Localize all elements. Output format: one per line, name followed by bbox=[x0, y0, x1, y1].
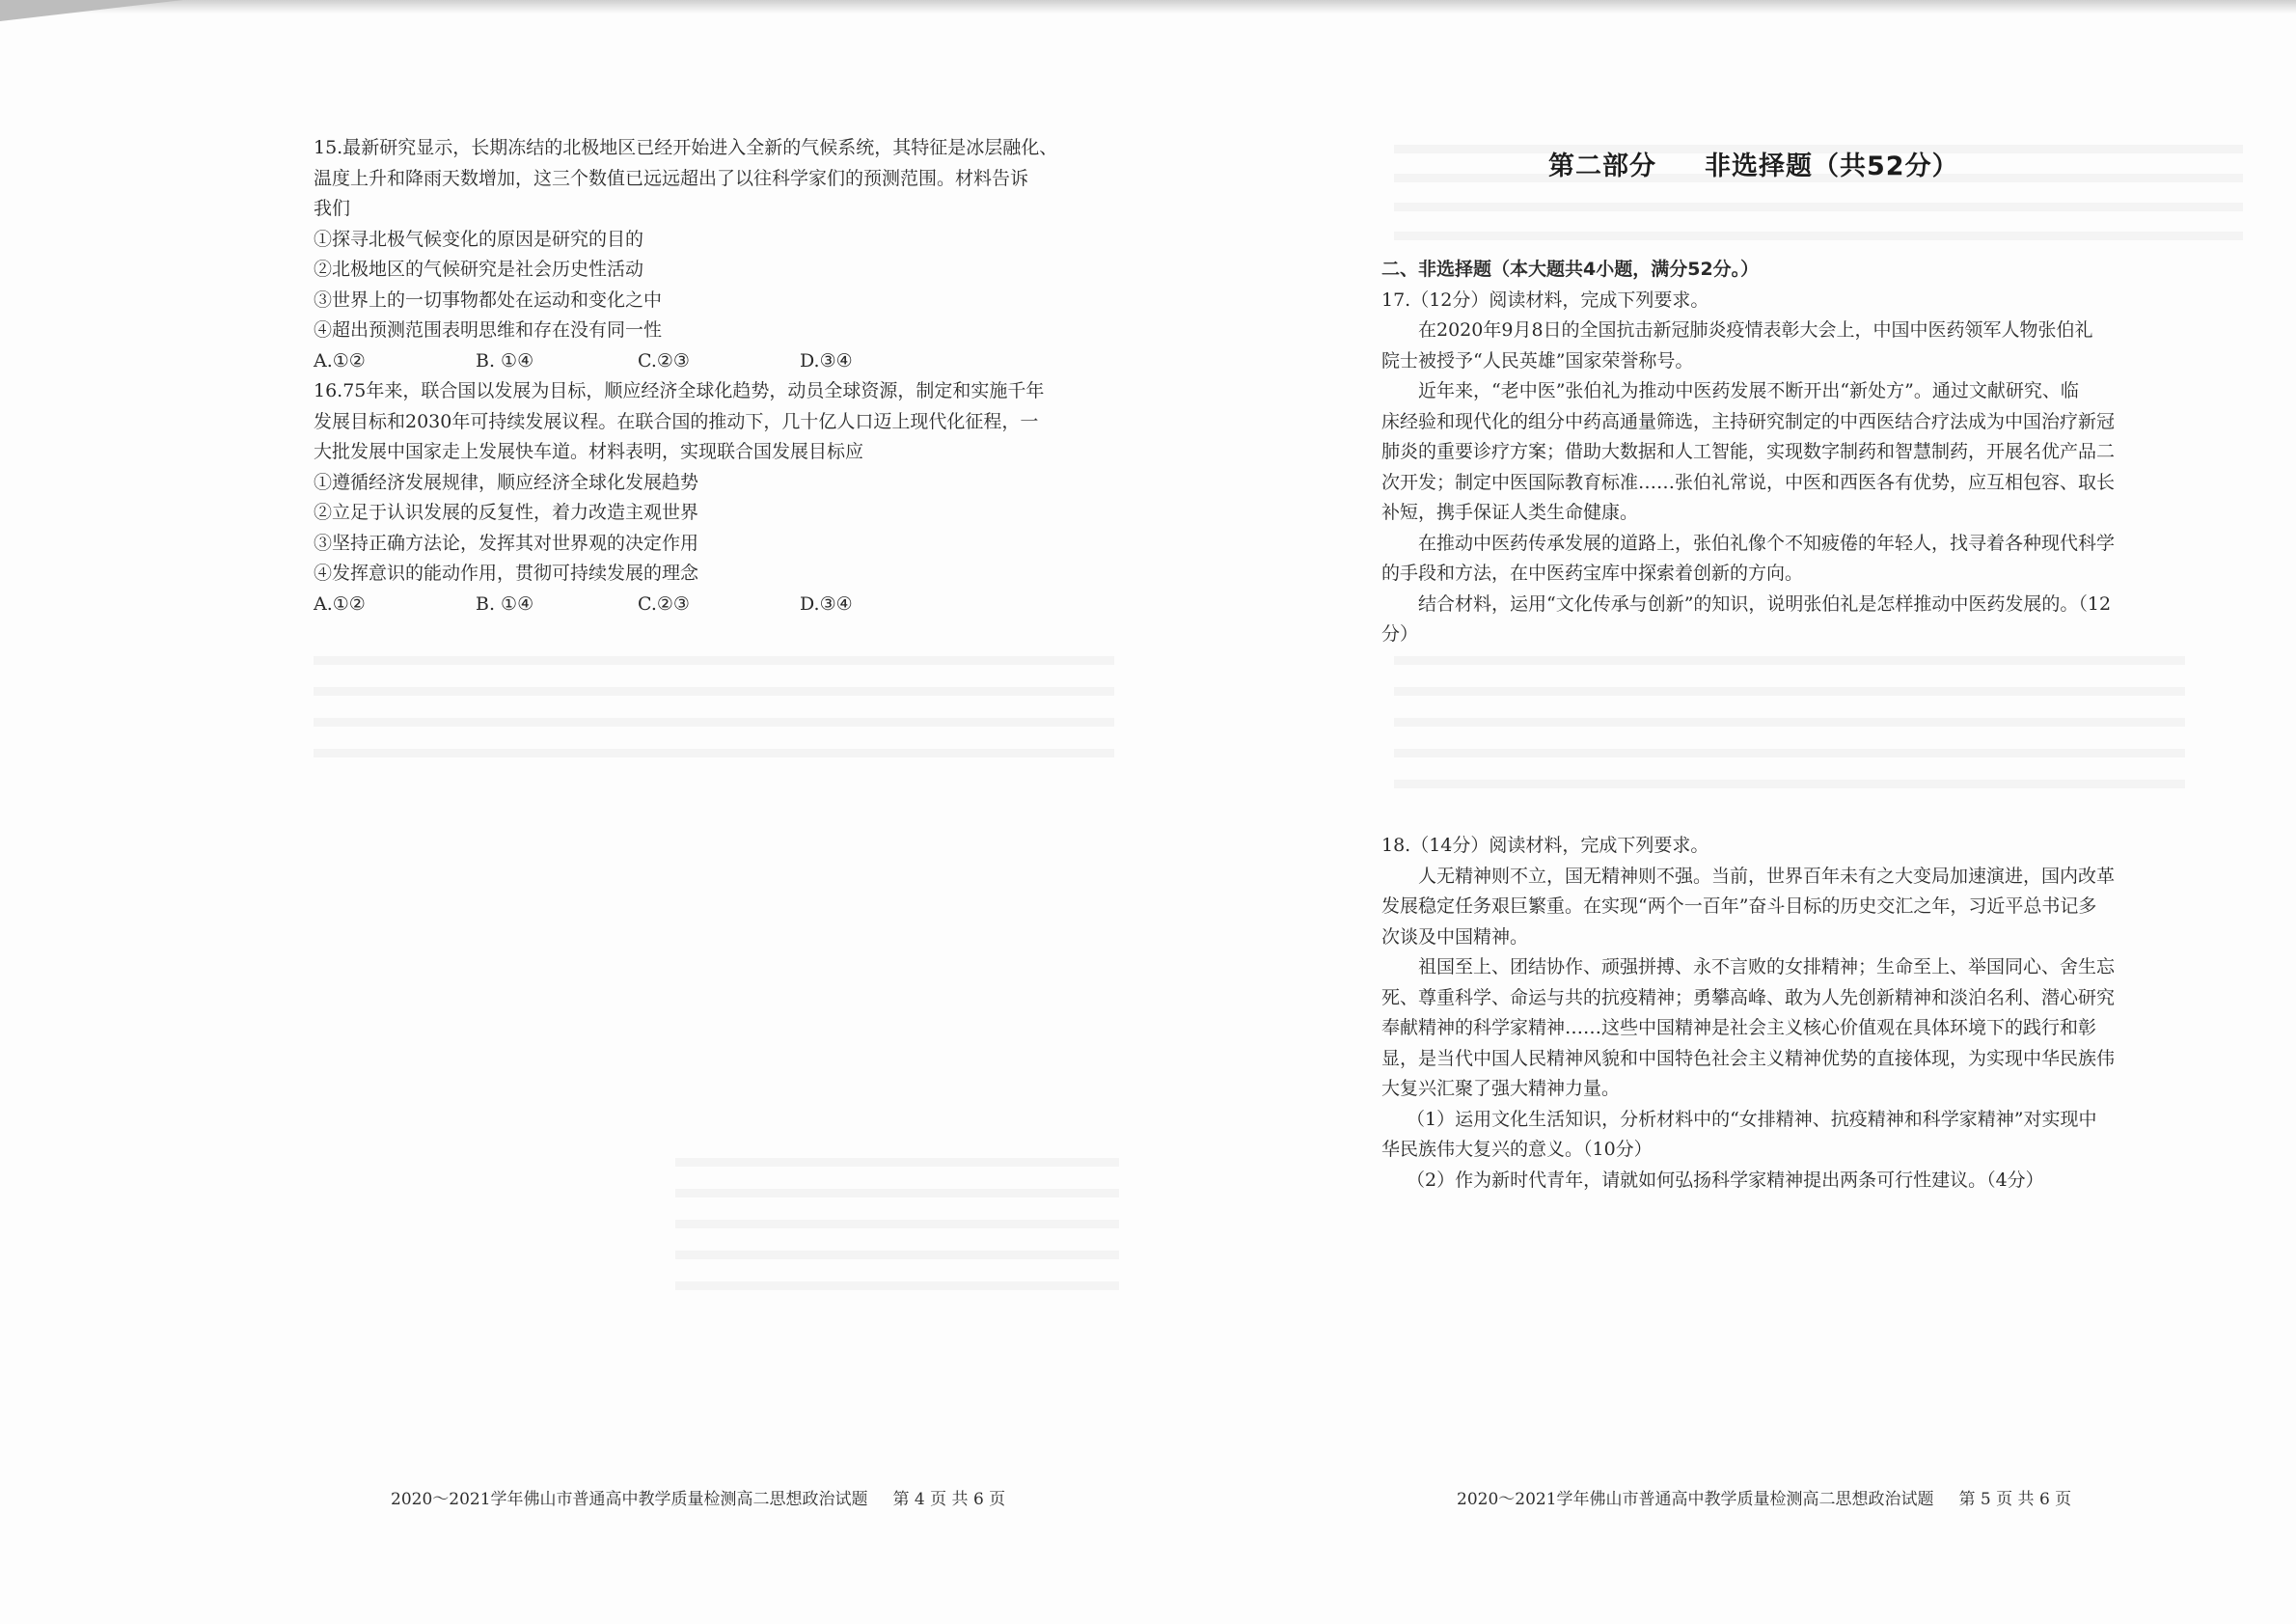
footer-page-number: 第 4 页 共 6 页 bbox=[892, 1490, 1006, 1509]
section-name: 非选择题（共52分） bbox=[1705, 151, 1959, 181]
text-line: 在2020年9月8日的全国抗击新冠肺炎疫情表彰大会上，中国中医药领军人物张伯礼 bbox=[1418, 319, 2093, 341]
footer-title: 2020～2021学年佛山市普通高中教学质量检测高二思想政治试题 bbox=[1457, 1490, 1934, 1509]
text-line: 显，是当代中国人民精神风貌和中国特色社会主义精神优势的直接体现，为实现中华民族伟 bbox=[1381, 1047, 2116, 1069]
text-line: 死、尊重科学、命运与共的抗疫精神；勇攀高峰、敢为人先创新精神和淡泊名利、潜心研究 bbox=[1381, 986, 2116, 1008]
text-line: ④发挥意识的能动作用，贯彻可持续发展的理念 bbox=[314, 563, 699, 584]
text-line: 院士被授予“人民英雄”国家荣誉称号。 bbox=[1381, 349, 1694, 372]
text-line: 祖国至上、团结协作、顽强拼搏、永不言败的女排精神；生命至上、举国同心、舍生忘 bbox=[1418, 956, 2116, 977]
bleed-line bbox=[1394, 780, 2185, 788]
section-heading: 二、非选择题（本大题共4小题，满分52分。） bbox=[1381, 259, 1760, 280]
text-line: （2）作为新时代青年，请就如何弘扬科学家精神提出两条可行性建议。（4分） bbox=[1407, 1169, 2044, 1191]
text-line: 的手段和方法，在中医药宝库中探索着创新的方向。 bbox=[1381, 563, 1804, 584]
option-c: C.②③ bbox=[638, 349, 690, 372]
question-15 bbox=[314, 133, 1057, 376]
bleed-line bbox=[1394, 687, 2185, 696]
text-line: 15.最新研究显示，长期冻结的北极地区已经开始进入全新的气候系统，其特征是冰层融化、 bbox=[314, 137, 1058, 158]
text-line: 分） bbox=[1381, 623, 1419, 645]
text-line: 床经验和现代化的组分中药高通量筛选，主持研究制定的中西医结合疗法成为中国治疗新冠 bbox=[1381, 410, 2116, 432]
text-line: 补短，携手保证人类生命健康。 bbox=[1381, 502, 1639, 523]
text-line: 次开发；制定中医国际教育标准……张伯礼常说，中医和西医各有优势，应互相包容、取长 bbox=[1381, 471, 2116, 493]
text-line: 在推动中医药传承发展的道路上，张伯礼像个不知疲倦的年轻人，找寻着各种现代科学 bbox=[1418, 532, 2116, 554]
option-d: D.③④ bbox=[800, 349, 853, 372]
option-a: A.①② bbox=[314, 592, 366, 615]
footer-page-number: 第 5 页 共 6 页 bbox=[1958, 1490, 2072, 1509]
text-line: 近年来，“老中医”张伯礼为推动中医药发展不断开出“新处方”。通过文献研究、临 bbox=[1418, 380, 2079, 401]
text-line: ①遵循经济发展规律，顺应经济全球化发展趋势 bbox=[314, 471, 699, 493]
option-d: D.③④ bbox=[800, 592, 853, 615]
option-b: B. ①④ bbox=[476, 349, 534, 372]
text-line: ①探寻北极气候变化的原因是研究的目的 bbox=[314, 228, 644, 250]
text-line: ②北极地区的气候研究是社会历史性活动 bbox=[314, 259, 644, 280]
text-line: ②立足于认识发展的反复性，着力改造主观世界 bbox=[314, 502, 699, 523]
text-line: 大复兴汇聚了强大精神力量。 bbox=[1381, 1078, 1621, 1099]
bleed-line bbox=[1394, 656, 2185, 665]
text-line: 结合材料，运用“文化传承与创新”的知识，说明张伯礼是怎样推动中医药发展的。（12 bbox=[1418, 592, 2112, 615]
text-line: 人无精神则不立，国无精神则不强。当前，世界百年未有之大变局加速演进，国内改革 bbox=[1418, 865, 2116, 887]
bleed-line bbox=[1394, 749, 2185, 757]
text-line: 大批发展中国家走上发展快车道。材料表明，实现联合国发展目标应 bbox=[314, 441, 864, 462]
text-line: 肺炎的重要诊疗方案；借助大数据和人工智能，实现数字制药和智慧制药，开展名优产品二 bbox=[1381, 441, 2116, 462]
page-footer-right bbox=[1457, 1485, 2071, 1509]
option-b: B. ①④ bbox=[476, 592, 534, 615]
option-c: C.②③ bbox=[638, 592, 690, 615]
text-line: 我们 bbox=[314, 198, 351, 219]
section-part: 第二部分 bbox=[1548, 151, 1656, 181]
text-line: 发展目标和2030年可持续发展议程。在联合国的推动下，几十亿人口迈上现代化征程，一 bbox=[314, 410, 1039, 432]
question-17 bbox=[1381, 286, 2115, 650]
right-page-content bbox=[1381, 255, 2115, 650]
footer-title: 2020～2021学年佛山市普通高中教学质量检测高二思想政治试题 bbox=[391, 1490, 868, 1509]
question-17-head: 17.（12分）阅读材料，完成下列要求。 bbox=[1381, 289, 1709, 311]
text-line: 16.75年来，联合国以发展为目标，顺应经济全球化趋势，动员全球资源，制定和实施千年 bbox=[314, 380, 1045, 401]
bleed-line bbox=[1394, 203, 2243, 211]
question-16-options bbox=[314, 590, 1044, 620]
option-a: A.①② bbox=[314, 349, 366, 372]
text-line: ③坚持正确方法论，发挥其对世界观的决定作用 bbox=[314, 532, 699, 554]
question-18-head: 18.（14分）阅读材料，完成下列要求。 bbox=[1381, 835, 1709, 856]
text-line: ③世界上的一切事物都处在运动和变化之中 bbox=[314, 289, 663, 311]
text-line: ④超出预测范围表明思维和存在没有同一性 bbox=[314, 319, 663, 341]
page-footer-left bbox=[391, 1485, 1005, 1509]
text-line: 温度上升和降雨天数增加，这三个数值已远远超出了以往科学家们的预测范围。材料告诉 bbox=[314, 167, 1029, 189]
text-line: 奉献精神的科学家精神……这些中国精神是社会主义核心价值观在具体环境下的践行和彰 bbox=[1381, 1017, 2097, 1038]
section-title bbox=[1548, 145, 1959, 182]
text-line: 发展稳定任务艰巨繁重。在实现“两个一百年”奋斗目标的历史交汇之年，习近平总书记多 bbox=[1381, 895, 2097, 917]
bleed-line bbox=[1394, 232, 2243, 240]
text-line: （1）运用文化生活知识，分析材料中的“女排精神、抗疫精神和科学家精神”对实现中 bbox=[1407, 1108, 2097, 1130]
question-18 bbox=[1381, 831, 2115, 1196]
bleed-line bbox=[1394, 718, 2185, 727]
question-15-options bbox=[314, 346, 1057, 377]
text-line: 华民族伟大复兴的意义。（10分） bbox=[1381, 1139, 1653, 1160]
question-16 bbox=[314, 376, 1044, 619]
text-line: 次谈及中国精神。 bbox=[1381, 925, 1529, 948]
